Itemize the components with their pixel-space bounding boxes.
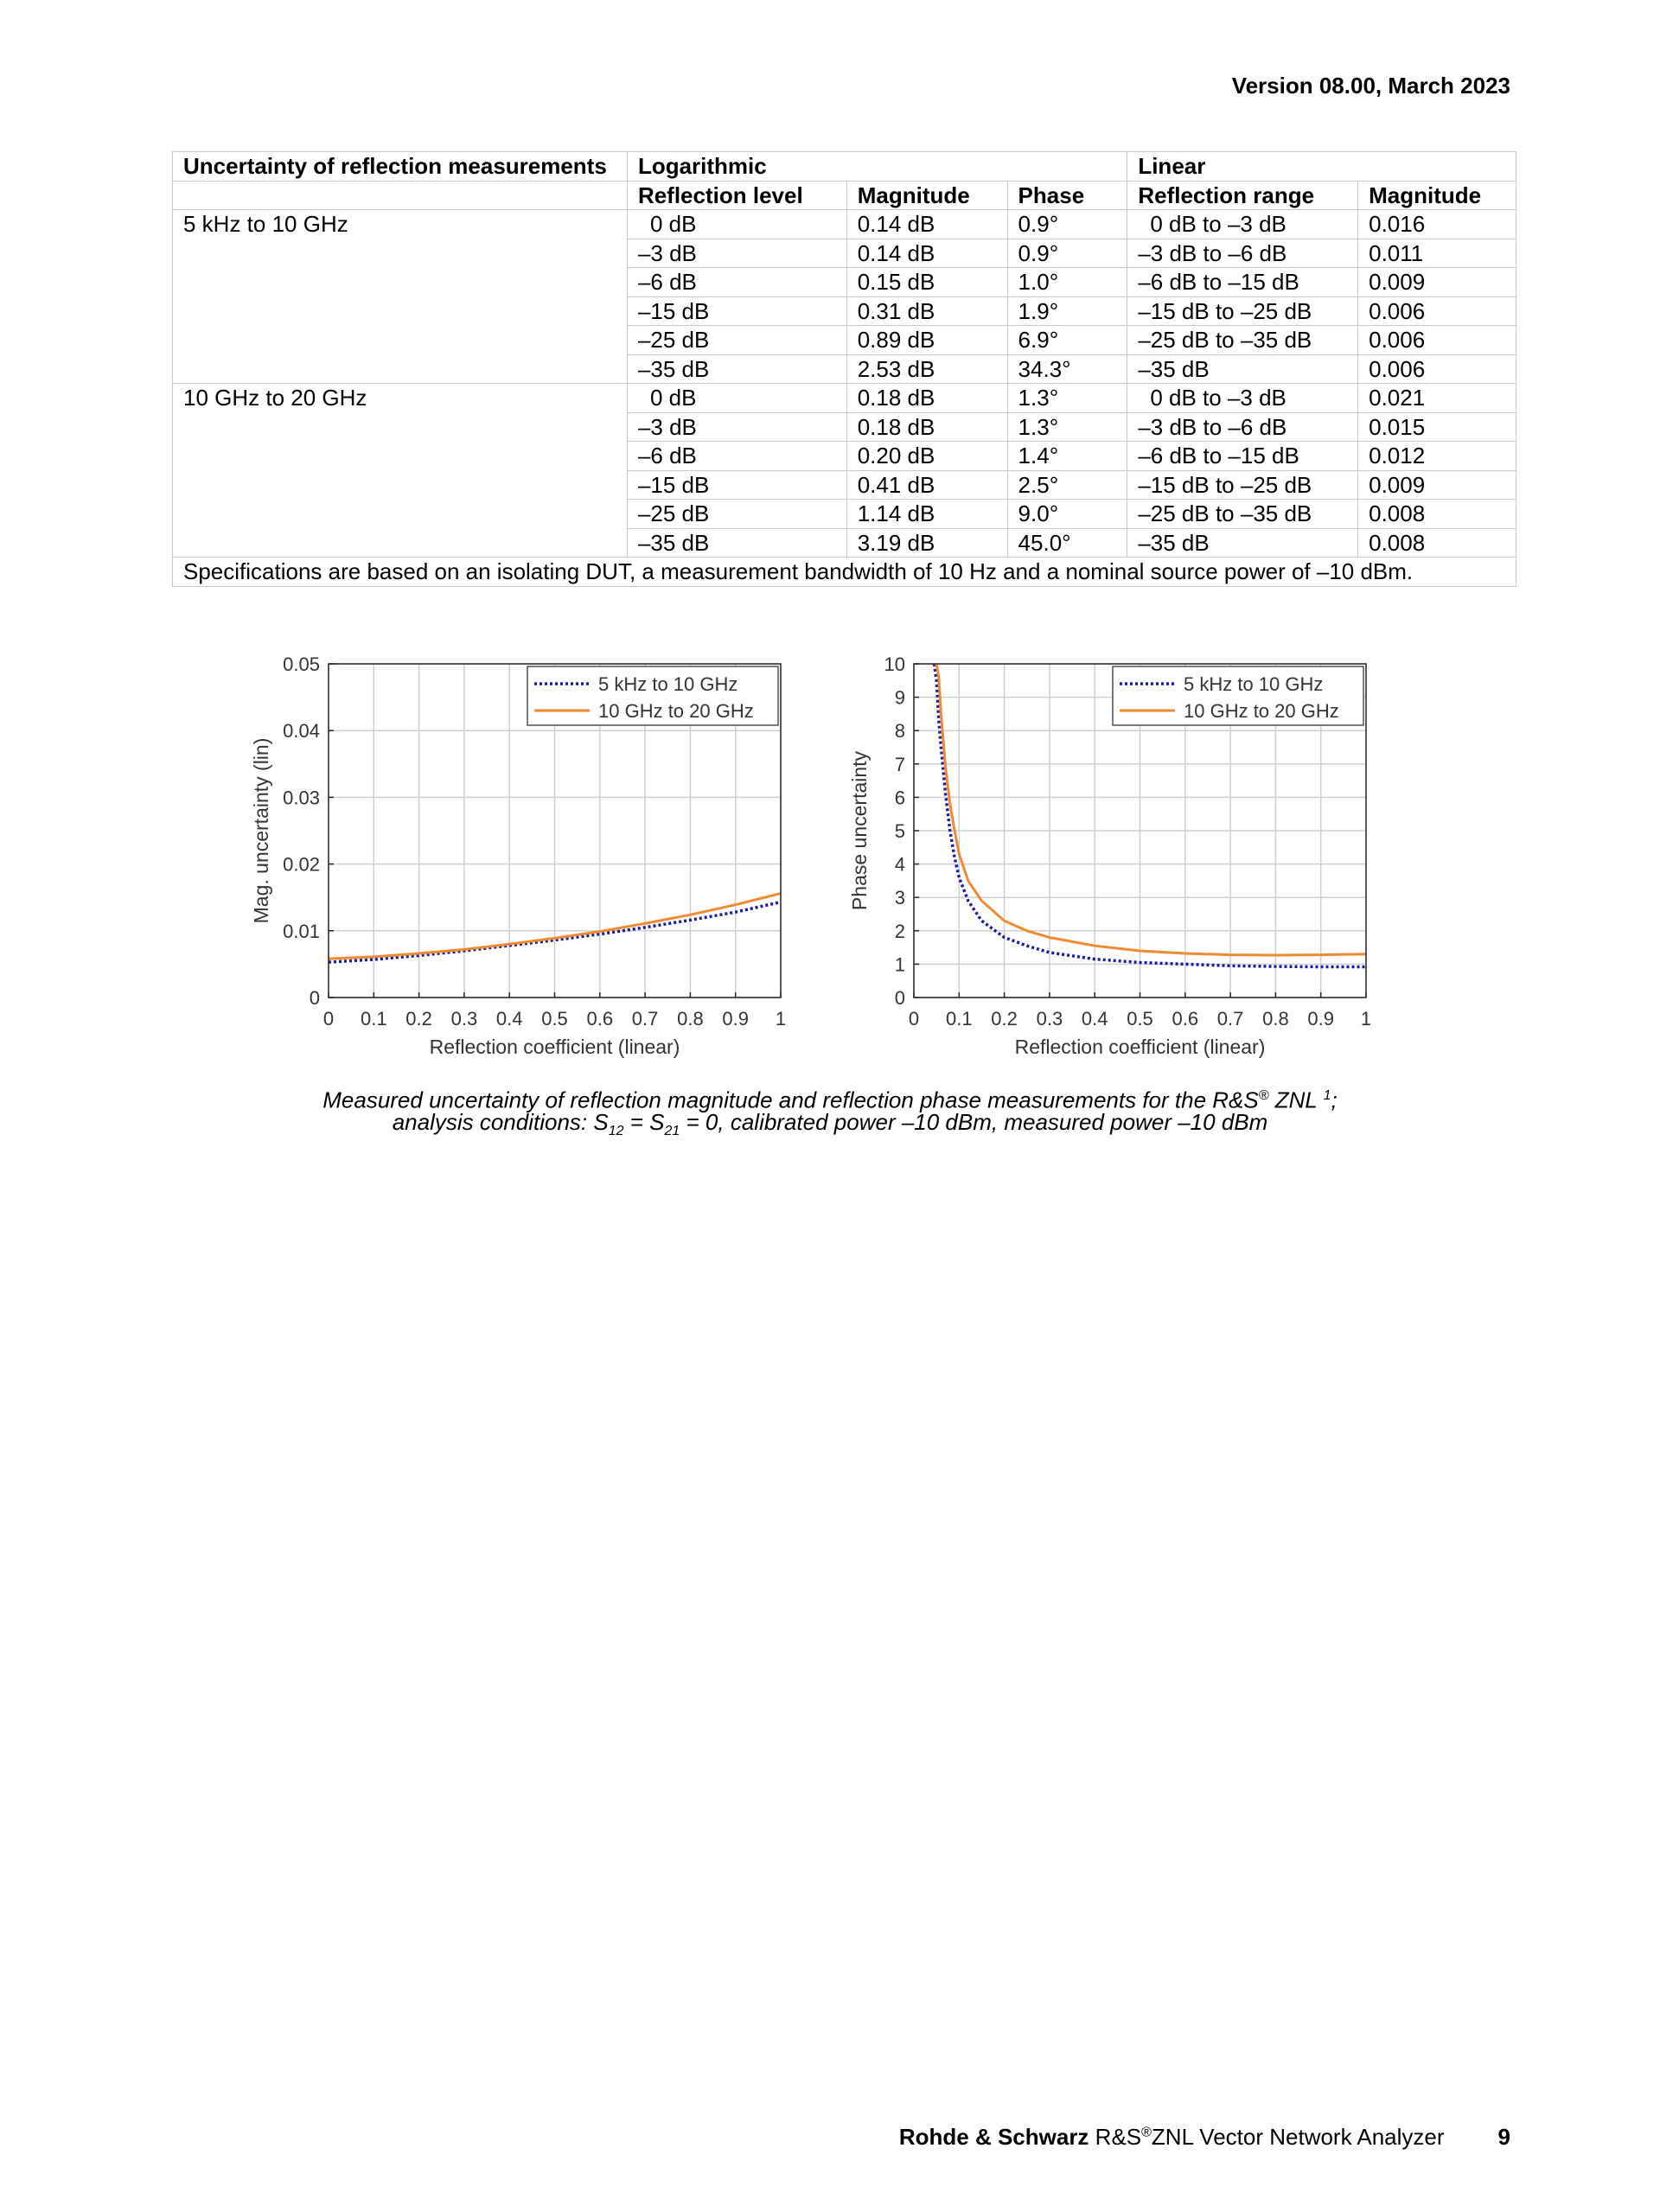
table-cell: 0.009 [1358, 470, 1516, 500]
x-axis-label: Reflection coefficient (linear) [1014, 1036, 1266, 1058]
y-axis-label: Mag. uncertainty (lin) [250, 737, 272, 924]
y-tick-label: 0 [894, 987, 905, 1009]
table-cell: –3 dB [627, 412, 846, 442]
table-cell: 34.3° [1007, 354, 1127, 384]
table-cell: 0.011 [1358, 239, 1516, 268]
y-tick-label: 0.03 [283, 787, 320, 809]
table-cell: –35 dB [627, 354, 846, 384]
table-cell: –35 dB [627, 528, 846, 558]
table-cell: 0 dB to –3 dB [1127, 210, 1358, 239]
x-tick-label: 0.7 [631, 1008, 659, 1030]
x-tick-label: 0.6 [1172, 1008, 1199, 1030]
frequency-band-label: 5 kHz to 10 GHz [173, 210, 628, 384]
version-label: Version 08.00, March 2023 [1231, 73, 1510, 99]
x-tick-label: 0.1 [361, 1008, 387, 1030]
magnitude-uncertainty-chart [242, 648, 795, 1072]
y-tick-label: 6 [894, 787, 905, 809]
table-cell: 0.9° [1007, 239, 1127, 268]
page-number: 9 [1497, 2124, 1510, 2150]
y-tick-label: 1 [894, 953, 905, 976]
legend-label: 5 kHz to 10 GHz [598, 673, 738, 695]
x-tick-label: 0.5 [1127, 1008, 1153, 1030]
table-cell: –6 dB to –15 dB [1127, 268, 1358, 297]
table-cell: 0 dB [627, 384, 846, 413]
table-cell: 0.89 dB [846, 326, 1007, 355]
table-cell: –3 dB to –6 dB [1127, 412, 1358, 442]
phase-uncertainty-chart [834, 648, 1388, 1072]
y-tick-label: 0.05 [283, 653, 320, 675]
table-cell: –15 dB to –25 dB [1127, 470, 1358, 500]
y-tick-label: 0.04 [283, 720, 320, 743]
table-cell: 0.012 [1358, 442, 1516, 471]
x-tick-label: 0.4 [495, 1008, 523, 1030]
y-tick-label: 4 [894, 853, 905, 876]
table-cell: 0.15 dB [846, 268, 1007, 297]
table-cell: –25 dB [627, 326, 846, 355]
y-tick-label: 10 [884, 653, 905, 675]
table-cell: 0.006 [1358, 326, 1516, 355]
x-tick-label: 0.1 [946, 1008, 973, 1030]
table-cell: 0.9° [1007, 210, 1127, 239]
table-cell: –15 dB to –25 dB [1127, 296, 1358, 326]
table-cell: 2.53 dB [846, 354, 1007, 384]
table-cell: 45.0° [1007, 528, 1127, 558]
x-tick-label: 0.3 [450, 1008, 478, 1030]
figure-caption-line2: analysis conditions: $S_{12} = S_{21} = 0$, calibrated power –10 dBm, measured power –10 dBm [392, 1109, 1268, 1139]
y-tick-label: 0.01 [283, 920, 320, 942]
table-header-row [173, 152, 1516, 182]
table-cell: –25 dB to –35 dB [1127, 326, 1358, 355]
y-tick-label: 0.02 [283, 853, 320, 876]
table-cell: –6 dB [627, 442, 846, 471]
figure-caption-line1: Measured uncertainty of reflection magnitude and reflection phase measurements for the R&S® ZNL $^1$; [322, 1087, 1338, 1113]
table-cell: 0.18 dB [846, 384, 1007, 413]
y-tick-label: 5 [894, 820, 905, 842]
table-cell: 0.31 dB [846, 296, 1007, 326]
x-tick-label: 0.6 [586, 1008, 614, 1030]
legend-label: 10 GHz to 20 GHz [598, 700, 754, 722]
table-row [173, 210, 1516, 239]
y-axis-label: Phase uncertainty [848, 750, 871, 911]
table-cell: 0.016 [1358, 210, 1516, 239]
table-cell: 0.20 dB [846, 442, 1007, 471]
table-cell: 1.3° [1007, 412, 1127, 442]
x-tick-label: 0.8 [677, 1008, 704, 1030]
y-tick-label: 8 [894, 720, 905, 743]
table-cell: 0.14 dB [846, 239, 1007, 268]
x-tick-label: 0 [908, 1008, 920, 1030]
column-header: Reflection level [627, 181, 846, 210]
chart-svg [242, 648, 795, 1072]
table-cell: 6.9° [1007, 326, 1127, 355]
table-cell: 3.19 dB [846, 528, 1007, 558]
table-cell: –25 dB to –35 dB [1127, 500, 1358, 529]
chart-svg [834, 648, 1388, 1072]
x-tick-label: 0.7 [1216, 1008, 1244, 1030]
empty-cell [173, 181, 628, 210]
table-title-cell: Uncertainty of reflection measurements [173, 152, 628, 182]
table-cell: 0.006 [1358, 354, 1516, 384]
header-linear: Linear [1127, 152, 1516, 182]
y-tick-label: 3 [894, 887, 905, 909]
table-cell: –6 dB [627, 268, 846, 297]
column-header: Reflection range [1127, 181, 1358, 210]
y-tick-label: 7 [894, 753, 905, 775]
table-cell: 1.4° [1007, 442, 1127, 471]
x-tick-label: 1 [775, 1008, 787, 1030]
column-header: Magnitude [846, 181, 1007, 210]
legend-label: 10 GHz to 20 GHz [1184, 700, 1339, 722]
x-tick-label: 0.8 [1262, 1008, 1289, 1030]
y-tick-label: 9 [894, 686, 905, 709]
x-axis-label: Reflection coefficient (linear) [429, 1036, 680, 1058]
table-subheader-row [173, 181, 1516, 210]
table-row [173, 384, 1516, 413]
frequency-band-label: 10 GHz to 20 GHz [173, 384, 628, 558]
y-tick-label: 2 [894, 920, 905, 942]
uncertainty-table [172, 151, 1516, 587]
table-cell: 1.0° [1007, 268, 1127, 297]
table-cell: 0.009 [1358, 268, 1516, 297]
table-cell: 0.006 [1358, 296, 1516, 326]
table-cell: 0.18 dB [846, 412, 1007, 442]
table-cell: 0.008 [1358, 500, 1516, 529]
table-cell: 0.015 [1358, 412, 1516, 442]
legend-label: 5 kHz to 10 GHz [1184, 673, 1324, 695]
y-tick-label: 0 [309, 987, 320, 1009]
table-cell: –15 dB [627, 470, 846, 500]
x-tick-label: 0.3 [1036, 1008, 1063, 1030]
table-cell: –3 dB [627, 239, 846, 268]
table-cell: 0.008 [1358, 528, 1516, 558]
x-tick-label: 0.9 [1307, 1008, 1334, 1030]
table-cell: –35 dB [1127, 354, 1358, 384]
column-header: Phase [1007, 181, 1127, 210]
x-tick-label: 0.4 [1081, 1008, 1108, 1030]
x-tick-label: 1 [1360, 1008, 1372, 1030]
table-cell: –35 dB [1127, 528, 1358, 558]
table-cell: 9.0° [1007, 500, 1127, 529]
column-header: Magnitude [1358, 181, 1516, 210]
table-cell: –6 dB to –15 dB [1127, 442, 1358, 471]
table-cell: –25 dB [627, 500, 846, 529]
table-cell: 0 dB to –3 dB [1127, 384, 1358, 413]
table-cell: 1.14 dB [846, 500, 1007, 529]
page-footer: Rohde & Schwarz R&S®ZNL Vector Network Analyzer 9 [898, 2124, 1510, 2150]
table-cell: 0.14 dB [846, 210, 1007, 239]
x-tick-label: 0 [322, 1008, 335, 1030]
table-cell: 0.41 dB [846, 470, 1007, 500]
table-note-row [173, 558, 1516, 587]
x-tick-label: 0.2 [991, 1008, 1018, 1030]
table-cell: 1.3° [1007, 384, 1127, 413]
table-cell: 0.021 [1358, 384, 1516, 413]
x-tick-label: 0.2 [405, 1008, 432, 1030]
header-logarithmic: Logarithmic [627, 152, 1127, 182]
x-tick-label: 0.9 [722, 1008, 749, 1030]
x-tick-label: 0.5 [541, 1008, 568, 1030]
table-cell: 1.9° [1007, 296, 1127, 326]
table-cell: –3 dB to –6 dB [1127, 239, 1358, 268]
table-cell: 0 dB [627, 210, 846, 239]
table-cell: 2.5° [1007, 470, 1127, 500]
table-cell: –15 dB [627, 296, 846, 326]
table-note: Specifications are based on an isolating DUT, a measurement bandwidth of 10 Hz and a nominal source power of –10 dBm. [173, 558, 1516, 587]
